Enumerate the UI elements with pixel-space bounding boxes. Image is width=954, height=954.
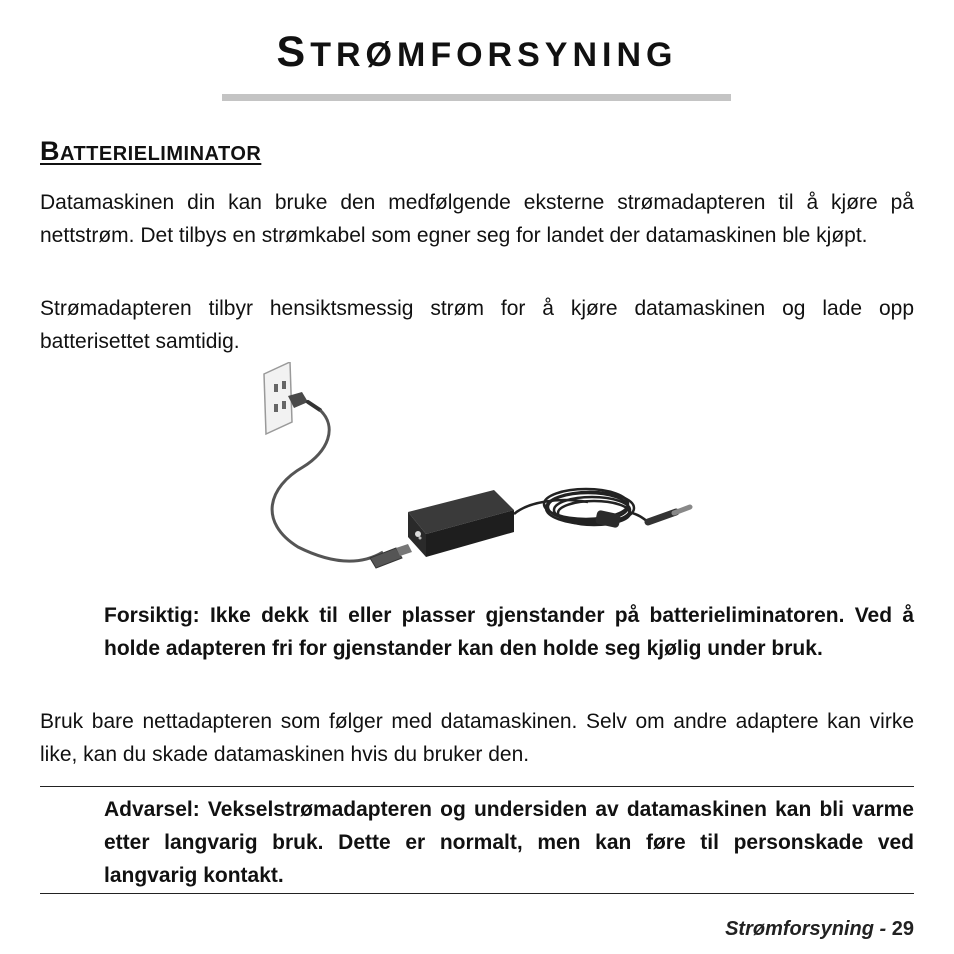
section-heading-rest: ATTERIELIMINATOR [60,143,262,165]
section-heading [40,136,261,167]
wall-outlet [264,362,292,434]
warning-top-rule [40,786,914,787]
page-title-initial: S [276,28,311,76]
ac-connector [370,544,412,568]
page-title [0,28,954,77]
dc-cord-coil [514,489,648,525]
title-rule [222,94,731,101]
paragraph-intro: Datamaskinen din kan bruke den medfølgende eksterne strømadapteren til å kjøre på nettstrøm. Det tilbys en strømkabel som egner seg for landet der datamaskinen ble kjøpt. [40,191,914,247]
page-title-rest: TRØMFORSYNING [310,36,678,74]
caution-note: Forsiktig: Ikke dekk til eller plasser gjenstander på batterieliminatoren. Ved å holde adapteren fri for gjenstander kan den holde seg kjølig under bruk. [104,604,914,660]
page-number: 29 [891,918,914,940]
warning-bottom-rule [40,893,914,894]
power-plug [288,392,320,410]
warning-note: Advarsel: Vekselstrømadapteren og undersiden av datamaskinen kan bli varme etter langvarig bruk. Dette er normalt, men kan føre til personskade ved langvarig kontakt. [104,798,914,887]
page-footer [725,918,914,941]
adapter-brick [408,490,514,557]
paragraph-adapter: Strømadapteren tilbyr hensiktsmessig strøm for å kjøre datamaskinen og lade opp batterisettet samtidig. [40,297,914,353]
footer-title: Strømforsyning - [725,918,887,940]
section-heading-initial: B [40,136,60,166]
power-adapter-illustration [258,362,708,592]
paragraph-adapter-warning: Bruk bare nettadapteren som følger med datamaskinen. Selv om andre adaptere kan virke like, kan du skade datamaskinen hvis du bruker den. [40,710,914,766]
